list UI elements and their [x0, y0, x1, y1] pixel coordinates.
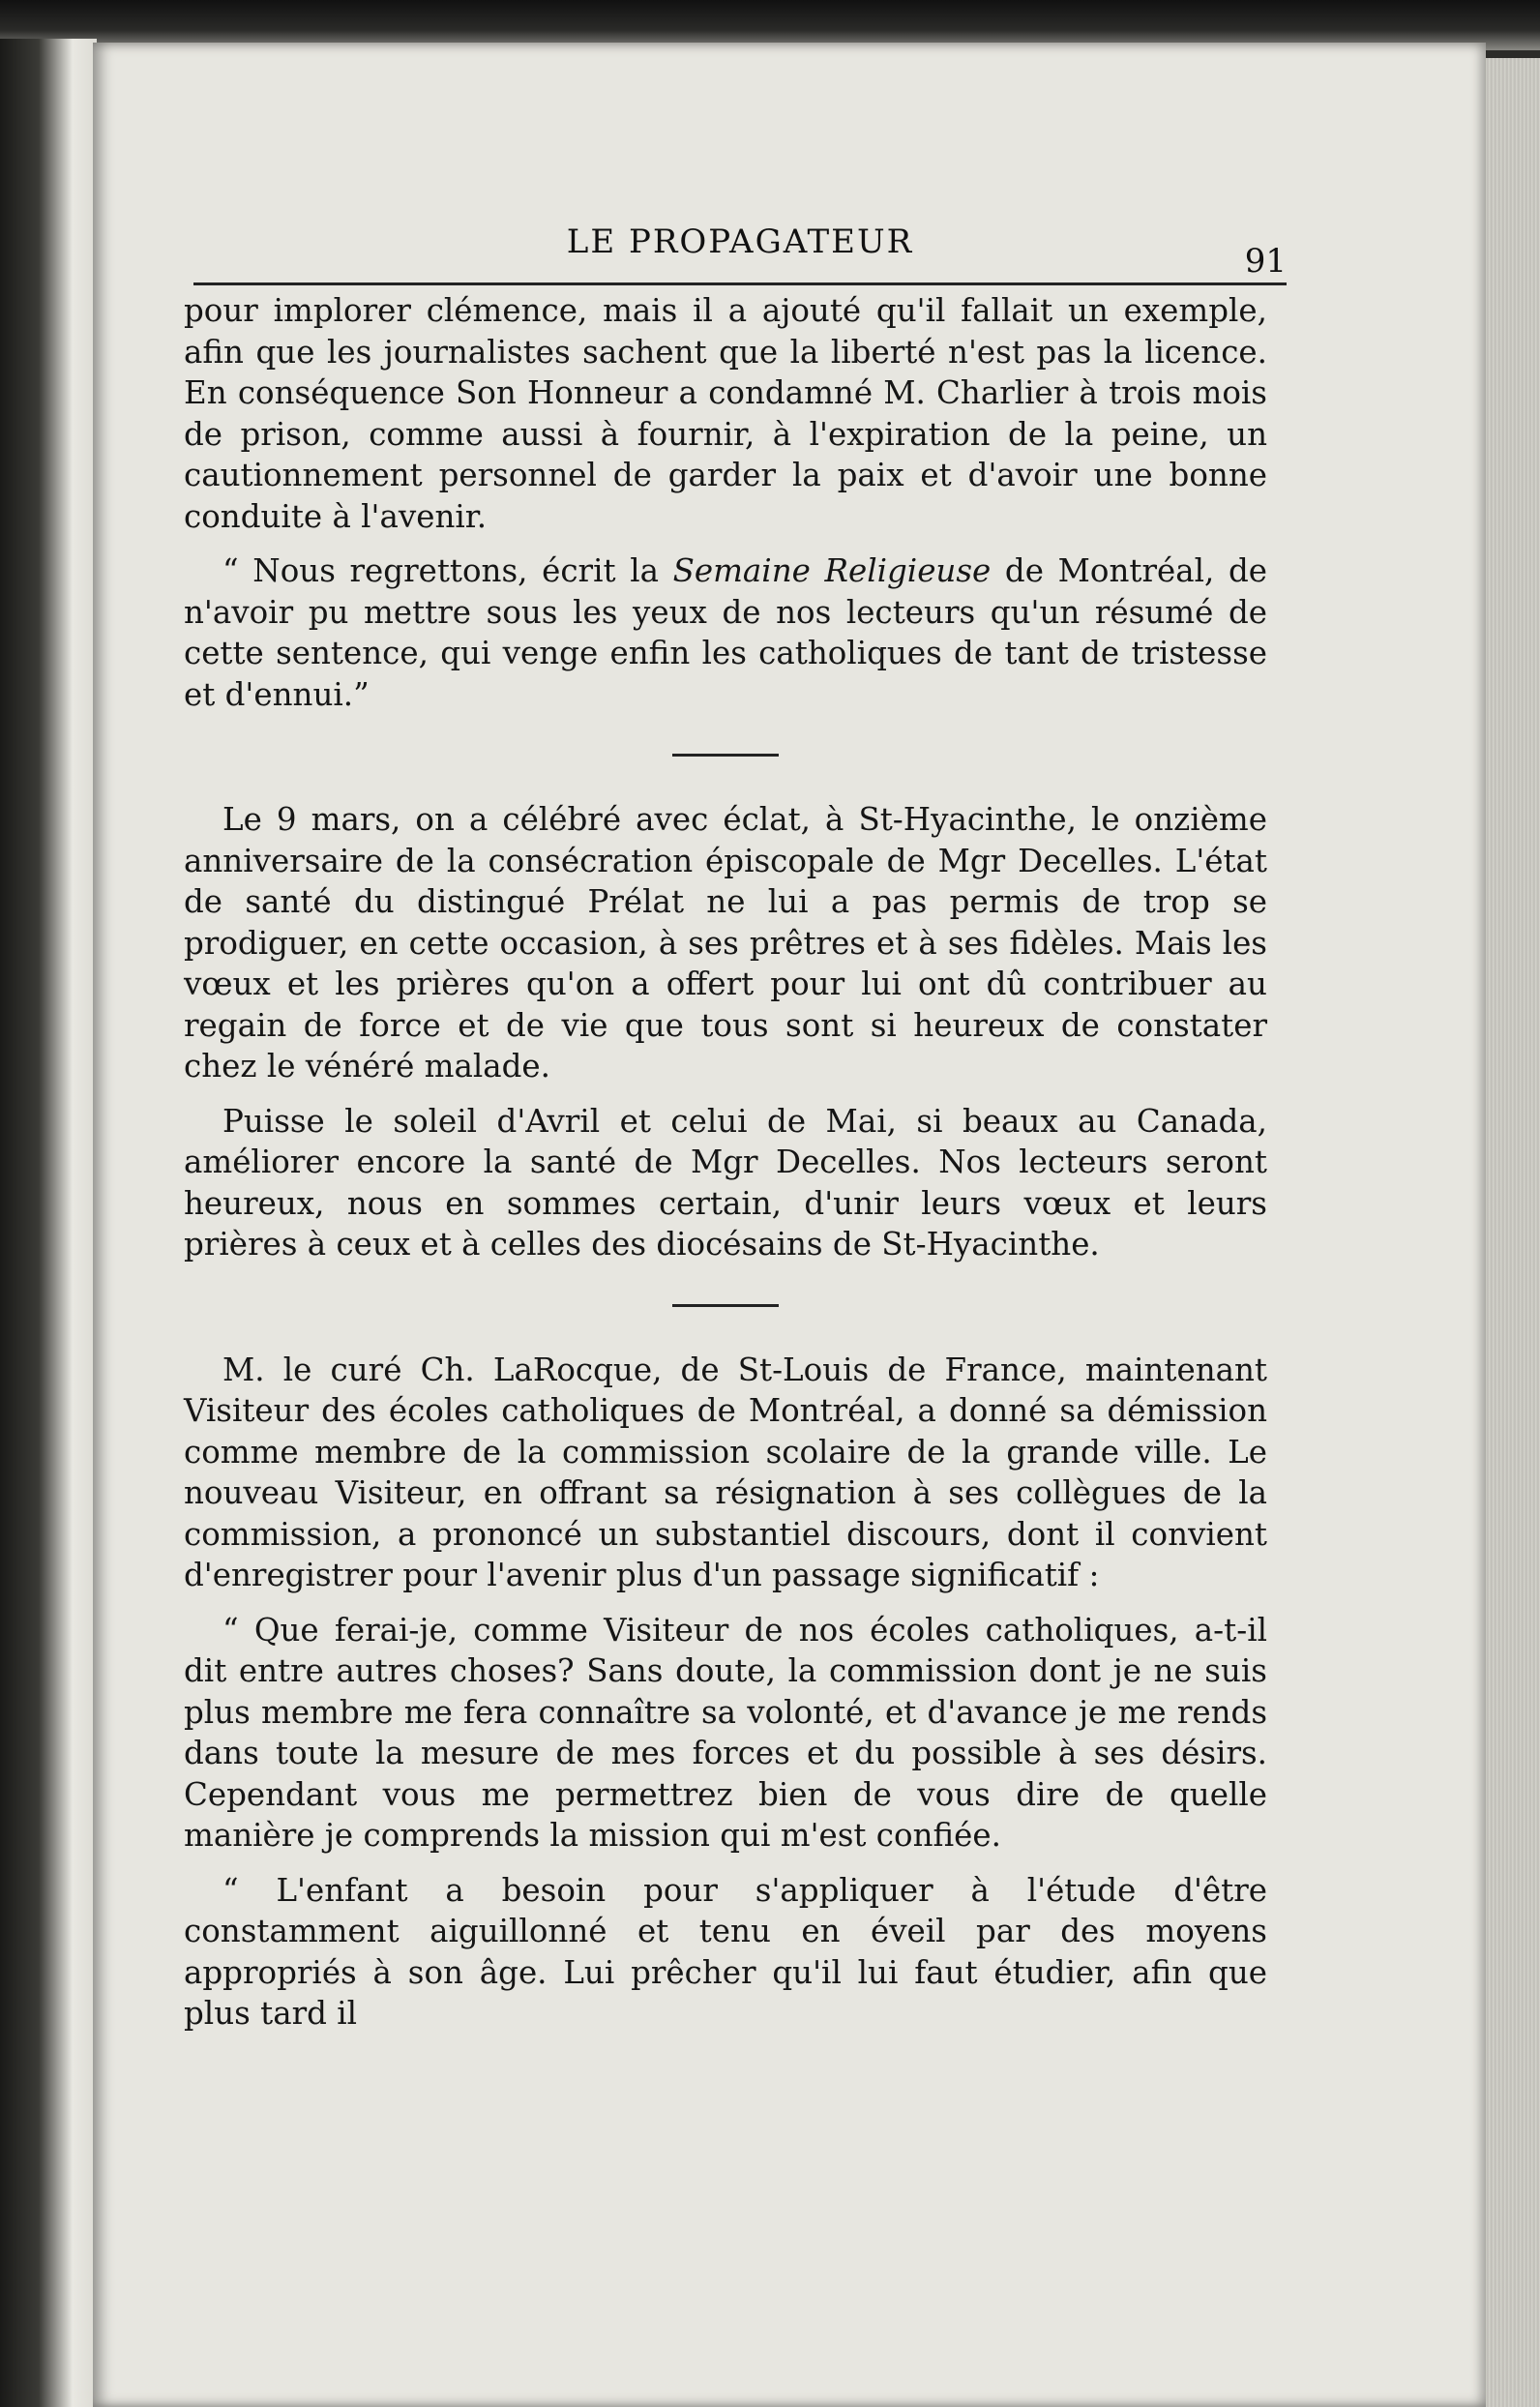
section-divider [672, 1304, 779, 1307]
paragraph-continuation: pour implorer clémence, mais il a ajouté qu'il fallait un exemple, afin que les journalistes sachent que la liberté n'est pas la licence. En conséquence Son Honneur a condamné M. Charlier à trois mois de prison, comme aussi à fournir, à l'expiration de la peine, un cautionnement personnel de garder la paix et d'avoir une bonne conduite à l'avenir. [184, 292, 1267, 535]
book-gutter [0, 39, 97, 2407]
paragraph-larocque-quote-cont: “ L'enfant a besoin pour s'appliquer à l'étude d'être constamment aiguillonné et tenu en éveil par des moyens appropriés à son âge. Lui prêcher qu'il lui faut étudier, afin que plus tard il [184, 1871, 1267, 2032]
paragraph-larocque-quote: “ Que ferai-je, comme Visiteur de nos écoles catholiques, a-t-il dit entre autres choses? Sans doute, la commission dont je ne suis plus membre me fera connaître sa volonté, et d'avance je me rends dans toute la mesure de mes forces et du possible à ses désirs. Cependant vous me permettrez bien de vous dire de quelle manière je comprends la mission qui m'est confiée. [184, 1611, 1267, 1854]
page-edges [1486, 58, 1540, 2407]
quote-text-after: de Montréal, de n'avoir pu mettre sous les yeux de nos lecteurs qu'un résumé de cette sentence, qui venge enfin les catholiques de tant de tristesse et d'ennui.” [184, 552, 1267, 713]
body-text [184, 290, 1267, 2035]
paragraph-decelles-anniversary: Le 9 mars, on a célébré avec éclat, à St-Hyacinthe, le onzième anniversaire de la consécration épiscopale de Mgr Decelles. L'état de santé du distingué Prélat ne lui a pas permis de trop se prodiguer, en cette occasion, à ses prêtres et à ses fidèles. Mais les vœux et les prières qu'on a offert pour lui ont dû contribuer au regain de force et de vie que tous sont si heureux de constater chez le vénéré malade. [184, 801, 1267, 1085]
paragraph-decelles-wishes: Puisse le soleil d'Avril et celui de Mai, si beaux au Canada, améliorer encore la santé de Mgr Decelles. Nos lecteurs seront heureux, nous en sommes certain, d'unir leurs vœux et leurs prières à ceux et à celles des diocésains de St-Hyacinthe. [184, 1102, 1267, 1263]
quote-text-before: “ Nous regrettons, écrit la [222, 552, 673, 589]
paragraph-quote-semaine [184, 550, 1267, 715]
running-head: LE PROPAGATEUR [566, 223, 914, 261]
paragraph-larocque: M. le curé Ch. LaRocque, de St-Louis de France, maintenant Visiteur des écoles catholiques de Montréal, a donné sa démission comme membre de la commission scolaire de la grande ville. Le nouveau Visiteur, en offrant sa résignation à ses collègues de la commission, a prononcé un substantiel discours, dont il convient d'enregistrer pour l'avenir plus d'un passage significatif : [184, 1351, 1267, 1593]
page-number: 91 [1244, 242, 1287, 281]
section-divider [672, 754, 779, 757]
publication-title: Semaine Religieuse [672, 552, 992, 589]
page-header [193, 215, 1287, 285]
